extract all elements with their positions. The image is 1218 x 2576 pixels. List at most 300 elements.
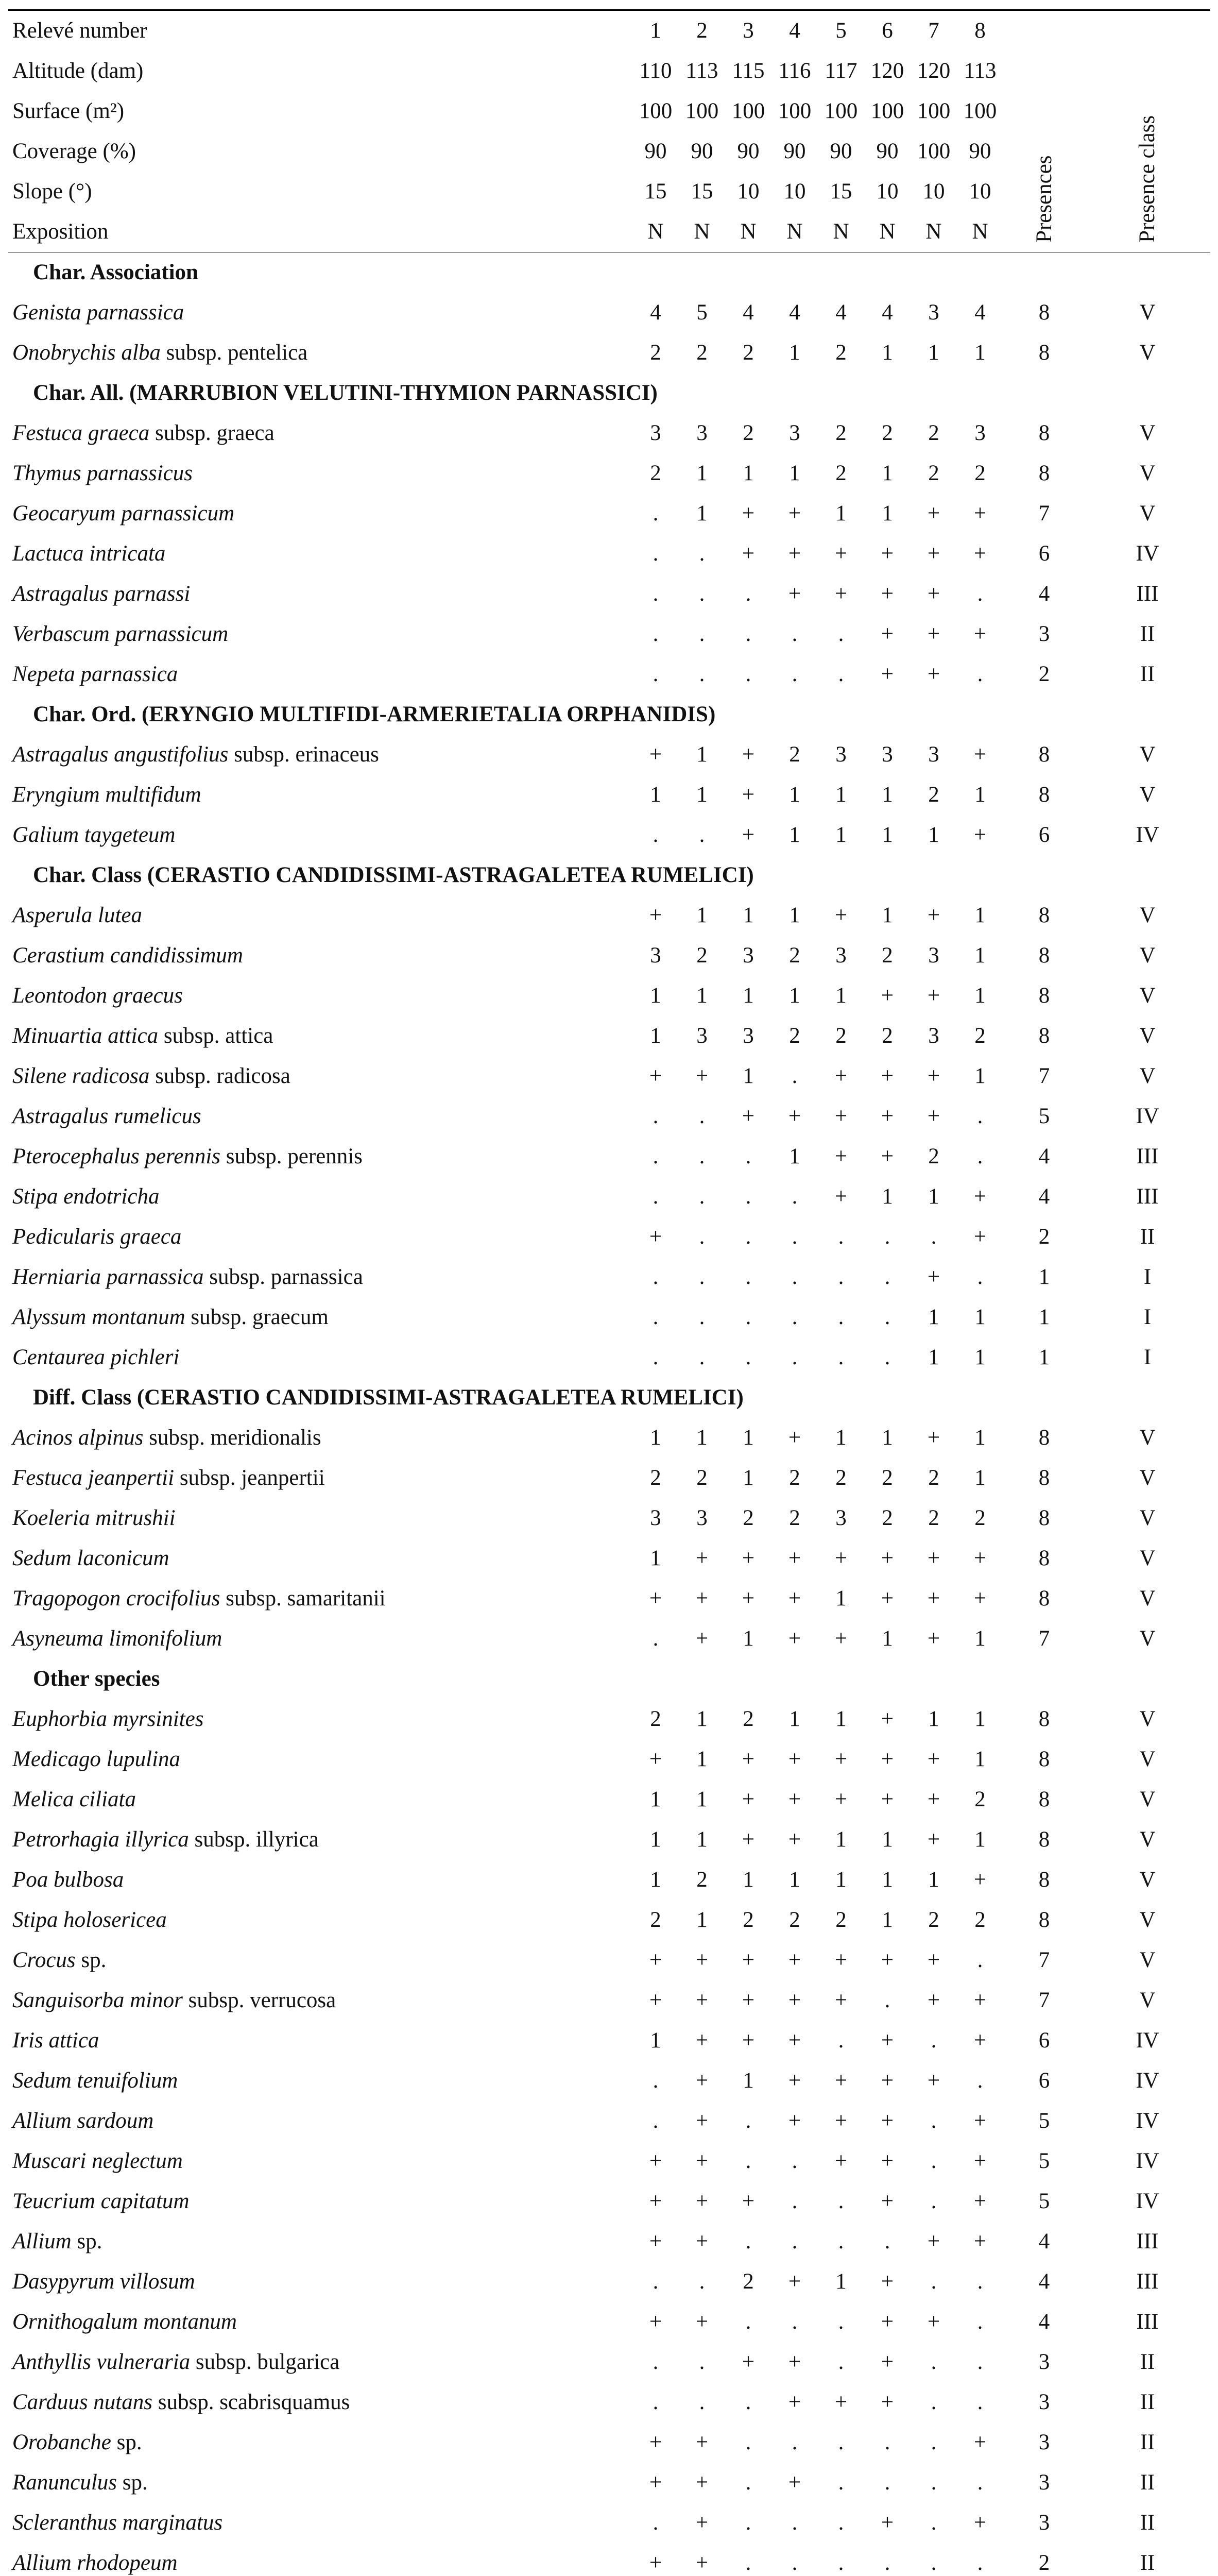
cover-value: + (927, 1104, 940, 1128)
cover-value: + (927, 2310, 940, 2334)
cover-value: . (838, 2350, 844, 2374)
cover-value: . (977, 1948, 983, 1972)
cover-value: + (834, 1948, 848, 1972)
presence-class-value: V (1139, 1988, 1156, 2012)
cover-value: + (788, 501, 801, 526)
species-row (8, 1940, 1210, 1980)
cover-value: 1 (650, 783, 661, 807)
cover-value: + (927, 662, 940, 686)
cover-value: + (649, 2470, 662, 2495)
section-header-row (8, 1659, 1210, 1699)
species-row (8, 2463, 1210, 2503)
cover-value: 2 (835, 421, 847, 445)
cover-value: 1 (789, 1868, 800, 1892)
presences-value: 8 (1038, 1908, 1050, 1932)
presence-class-value: V (1139, 1747, 1156, 1771)
cover-value: 1 (696, 984, 708, 1008)
cover-value: 1 (882, 783, 893, 807)
cover-value: + (649, 2430, 662, 2454)
presences-value: 8 (1038, 421, 1050, 445)
cover-value: 1 (974, 1064, 986, 1088)
cover-value: . (792, 2511, 798, 2535)
cover-value: + (788, 2269, 801, 2294)
species-name: Sedum tenuifolium (12, 2069, 178, 2093)
cover-value: + (973, 2511, 987, 2535)
cover-value: + (834, 1747, 848, 1771)
cover-value: 2 (928, 1506, 939, 1530)
section-title: Diff. Class (CERASTIO CANDIDISSIMI-ASTRAGALETEA RUMELICI) (33, 1385, 744, 1410)
species-row (8, 494, 1210, 534)
species-row (8, 1137, 1210, 1177)
header-value: N (694, 219, 710, 244)
presence-class-value: V (1139, 341, 1156, 365)
cover-value: + (881, 2511, 894, 2535)
cover-value: 1 (789, 461, 800, 485)
presence-class-value: V (1139, 1787, 1156, 1811)
cover-value: 1 (789, 823, 800, 847)
cover-value: + (973, 823, 987, 847)
cover-value: 1 (835, 1707, 847, 1731)
cover-value: + (881, 1747, 894, 1771)
header-value: N (879, 219, 896, 244)
species-row (8, 1699, 1210, 1739)
cover-value: + (881, 541, 894, 566)
cover-value: 2 (743, 421, 754, 445)
species-name: Sanguisorba minor (12, 1988, 183, 2012)
species-name: Astragalus parnassi (12, 582, 191, 606)
cover-value: 1 (696, 1827, 708, 1852)
cover-value: . (653, 1345, 659, 1369)
presences-value: 8 (1038, 1466, 1050, 1490)
cover-value: . (792, 2189, 798, 2213)
cover-value: 1 (696, 742, 708, 767)
presences-value: 8 (1038, 1827, 1050, 1852)
cover-value: 2 (882, 943, 893, 968)
cover-value: . (792, 622, 798, 646)
species-row (8, 2101, 1210, 2141)
cover-value: . (653, 541, 659, 566)
header-value: 110 (639, 59, 672, 83)
presences-value: 8 (1038, 1787, 1050, 1811)
presences-header (1003, 10, 1085, 252)
species-name: Genista parnassica (12, 300, 184, 325)
species-row (8, 453, 1210, 494)
cover-value: 1 (696, 1787, 708, 1811)
header-value: 113 (964, 59, 997, 83)
cover-value: 2 (650, 461, 661, 485)
cover-value: + (973, 742, 987, 767)
cover-value: + (881, 2189, 894, 2213)
cover-value: + (649, 1747, 662, 1771)
cover-value: + (927, 903, 940, 927)
cover-value: + (834, 582, 848, 606)
cover-value: 1 (974, 1827, 986, 1852)
cover-value: + (649, 1988, 662, 2012)
species-suffix: subsp. bulgarica (190, 2350, 340, 2374)
cover-value: + (742, 1787, 755, 1811)
header-row (8, 10, 1210, 52)
cover-value: . (792, 1225, 798, 1249)
cover-value: . (699, 823, 705, 847)
cover-value: + (695, 1948, 709, 1972)
cover-value: . (699, 2350, 705, 2374)
cover-value: + (927, 984, 940, 1008)
cover-value: + (834, 1546, 848, 1570)
cover-value: 1 (974, 903, 986, 927)
header-label: Surface (m²) (12, 99, 125, 123)
presences-value: 4 (1038, 582, 1050, 606)
presences-value: 8 (1038, 903, 1050, 927)
cover-value: + (973, 2028, 987, 2053)
species-suffix: sp. (75, 1948, 107, 1972)
cover-value: 1 (789, 1707, 800, 1731)
species-cell (8, 413, 632, 453)
cover-value: + (788, 541, 801, 566)
cover-value: 1 (882, 1868, 893, 1892)
presences-value: 8 (1038, 300, 1050, 325)
cover-value: . (838, 662, 844, 686)
header-value: 90 (969, 139, 991, 163)
species-row (8, 2422, 1210, 2463)
species-suffix: subsp. erinaceus (228, 742, 379, 767)
cover-value: 2 (835, 1024, 847, 1048)
presence-class-value: V (1139, 461, 1156, 485)
cover-value: + (788, 1104, 801, 1128)
cover-value: + (834, 2149, 848, 2173)
cover-value: 2 (789, 1024, 800, 1048)
cover-value: + (695, 1626, 709, 1651)
species-row (8, 2222, 1210, 2262)
species-row (8, 1739, 1210, 1780)
cover-value: 3 (696, 1506, 708, 1530)
presences-value: 8 (1038, 742, 1050, 767)
cover-value: + (881, 984, 894, 1008)
presence-class-value: III (1136, 582, 1159, 606)
species-suffix: subsp. radicosa (149, 1064, 290, 1088)
cover-value: . (653, 622, 659, 646)
presence-class-value: V (1139, 1586, 1156, 1611)
cover-value: + (973, 1546, 987, 1570)
cover-value: . (699, 1225, 705, 1249)
cover-value: 3 (650, 1506, 661, 1530)
cover-value: + (742, 1827, 755, 1852)
header-value: 100 (639, 99, 673, 123)
species-row (8, 614, 1210, 654)
cover-value: . (653, 2269, 659, 2294)
species-name: Alyssum montanum (12, 1305, 185, 1329)
species-cell (8, 1780, 632, 1820)
species-cell (8, 2543, 632, 2576)
cover-value: + (695, 2189, 709, 2213)
presences-value: 6 (1038, 2028, 1050, 2053)
cover-value: 2 (650, 1466, 661, 1490)
presence-class-value: I (1143, 1265, 1152, 1289)
species-name: Ornithogalum montanum (12, 2310, 237, 2334)
species-row (8, 1177, 1210, 1217)
cover-value: + (788, 1948, 801, 1972)
species-cell (8, 2342, 632, 2382)
cover-value: + (695, 1586, 709, 1611)
cover-value: + (881, 2149, 894, 2173)
cover-value: 4 (650, 300, 661, 325)
species-cell (8, 1177, 632, 1217)
section-title: Other species (33, 1667, 160, 1691)
species-cell (8, 2262, 632, 2302)
species-cell (8, 2463, 632, 2503)
cover-value: + (649, 742, 662, 767)
cover-value: 2 (743, 2269, 754, 2294)
cover-value: 1 (789, 984, 800, 1008)
header-value: 15 (644, 179, 667, 204)
cover-value: + (649, 1064, 662, 1088)
presence-class-header (1085, 10, 1210, 252)
species-cell (8, 976, 632, 1016)
cover-value: 4 (789, 300, 800, 325)
cover-value: . (977, 1104, 983, 1128)
species-name: Pedicularis graeca (12, 1225, 182, 1249)
species-name: Ranunculus (12, 2470, 117, 2495)
presences-value: 2 (1038, 2551, 1050, 2575)
header-value: N (833, 219, 849, 244)
cover-value: . (884, 1345, 890, 1369)
header-value: 100 (963, 99, 997, 123)
cover-value: . (977, 2350, 983, 2374)
cover-value: . (931, 2551, 937, 2575)
species-row (8, 413, 1210, 453)
cover-value: 1 (928, 823, 939, 847)
species-name: Acinos alpinus (12, 1426, 144, 1450)
presence-class-value: II (1140, 2551, 1155, 2575)
species-cell (8, 1900, 632, 1940)
section-header-row (8, 373, 1210, 413)
species-suffix: subsp. illyrica (188, 1827, 319, 1852)
presences-value: 3 (1038, 2470, 1050, 2495)
cover-value: 1 (696, 783, 708, 807)
cover-value: 2 (928, 783, 939, 807)
species-row (8, 293, 1210, 333)
cover-value: 1 (835, 501, 847, 526)
cover-value: + (742, 2350, 755, 2374)
species-row (8, 333, 1210, 373)
cover-value: 1 (882, 1184, 893, 1209)
section-title: Char. Association (8, 252, 1210, 293)
cover-value: . (745, 1305, 751, 1329)
species-row (8, 815, 1210, 855)
cover-value: . (792, 1305, 798, 1329)
header-label: Coverage (%) (12, 139, 136, 163)
cover-value: 2 (974, 1506, 986, 1530)
cover-value: 1 (928, 1305, 939, 1329)
presence-class-value: I (1143, 1305, 1152, 1329)
presence-class-value: III (1136, 2310, 1159, 2334)
cover-value: 1 (928, 1707, 939, 1731)
species-cell (8, 1297, 632, 1337)
cover-value: + (973, 2109, 987, 2133)
presences-value: 3 (1038, 2350, 1050, 2374)
cover-value: 2 (928, 1144, 939, 1168)
species-name: Melica ciliata (12, 1787, 136, 1811)
species-row (8, 1257, 1210, 1297)
cover-value: 2 (974, 1908, 986, 1932)
cover-value: 1 (835, 783, 847, 807)
cover-value: . (653, 2109, 659, 2133)
cover-value: 1 (650, 1787, 661, 1811)
species-cell (8, 614, 632, 654)
species-name: Onobrychis alba (12, 341, 161, 365)
section-title: Char. All. (MARRUBION VELUTINI-THYMION PARNASSICI) (33, 381, 658, 405)
header-label: Relevé number (8, 10, 632, 52)
species-row (8, 1780, 1210, 1820)
cover-value: + (695, 2069, 709, 2093)
presences-value: 8 (1038, 984, 1050, 1008)
cover-value: . (792, 2149, 798, 2173)
presence-class-value: V (1139, 1024, 1156, 1048)
header-value: 8 (957, 10, 1003, 52)
cover-value: + (973, 1586, 987, 1611)
species-row (8, 2543, 1210, 2576)
cover-value: . (884, 1305, 890, 1329)
species-row (8, 1458, 1210, 1498)
species-row (8, 2503, 1210, 2543)
cover-value: + (742, 1988, 755, 2012)
cover-value: 3 (789, 421, 800, 445)
cover-value: + (881, 2109, 894, 2133)
presence-class-value: III (1136, 2229, 1159, 2253)
cover-value: . (745, 2390, 751, 2414)
cover-value: 2 (789, 1506, 800, 1530)
presences-value: 1 (1038, 1345, 1050, 1369)
cover-value: + (695, 2430, 709, 2454)
presence-class-value: II (1140, 2511, 1155, 2535)
cover-value: . (977, 1265, 983, 1289)
cover-value: 1 (928, 1868, 939, 1892)
cover-value: . (977, 2269, 983, 2294)
cover-value: + (742, 541, 755, 566)
species-cell (8, 2382, 632, 2422)
header-value: 10 (783, 179, 806, 204)
species-cell (8, 2503, 632, 2543)
cover-value: 1 (882, 903, 893, 927)
cover-value: . (653, 1265, 659, 1289)
header-value: 90 (830, 139, 852, 163)
species-name: Pterocephalus perennis (12, 1144, 221, 1168)
presence-class-value: I (1143, 1345, 1152, 1369)
section-title: Char. Ord. (ERYNGIO MULTIFIDI-ARMERIETALIA ORPHANIDIS) (33, 702, 716, 726)
cover-value: + (788, 1626, 801, 1651)
cover-value: . (977, 2470, 983, 2495)
header-label: Slope (°) (12, 179, 92, 204)
cover-value: . (653, 2069, 659, 2093)
cover-value: . (931, 2189, 937, 2213)
presences-value: 7 (1038, 1626, 1050, 1651)
species-suffix: sp. (71, 2229, 102, 2253)
species-cell (8, 2222, 632, 2262)
presence-class-value: IV (1136, 823, 1159, 847)
cover-value: . (931, 2350, 937, 2374)
cover-value: . (745, 1144, 751, 1168)
section-header-row (8, 252, 1210, 293)
cover-value: . (792, 2310, 798, 2334)
presences-value: 2 (1038, 662, 1050, 686)
presences-value: 3 (1038, 2511, 1050, 2535)
species-name: Leontodon graecus (12, 984, 183, 1008)
cover-value: + (742, 2189, 755, 2213)
species-name: Cerastium candidissimum (12, 943, 243, 968)
cover-value: 4 (974, 300, 986, 325)
species-name: Petrorhagia illyrica (12, 1827, 189, 1852)
presence-class-value: V (1139, 742, 1156, 767)
species-name: Asperula lutea (12, 903, 142, 927)
cover-value: . (884, 2430, 890, 2454)
cover-value: 2 (696, 1466, 708, 1490)
cover-value: . (838, 2430, 844, 2454)
header-value: 100 (917, 139, 951, 163)
presences-value: 4 (1038, 1184, 1050, 1209)
header-value: 4 (771, 10, 818, 52)
species-cell (8, 1820, 632, 1860)
cover-value: + (788, 2470, 801, 2495)
header-value: 1 (632, 10, 679, 52)
presence-class-value: II (1140, 2430, 1155, 2454)
cover-value: + (742, 1546, 755, 1570)
cover-value: 2 (696, 1868, 708, 1892)
species-cell (8, 1619, 632, 1659)
species-name: Eryngium multifidum (12, 783, 201, 807)
cover-value: + (788, 582, 801, 606)
species-row (8, 1337, 1210, 1378)
cover-value: + (649, 903, 662, 927)
cover-value: + (881, 2350, 894, 2374)
cover-value: . (884, 1988, 890, 2012)
cover-value: 1 (650, 1024, 661, 1048)
cover-value: . (884, 2551, 890, 2575)
cover-value: 2 (928, 461, 939, 485)
species-cell (8, 1217, 632, 1257)
cover-value: . (699, 1305, 705, 1329)
cover-value: 1 (650, 1426, 661, 1450)
species-row (8, 936, 1210, 976)
species-name: Allium rhodopeum (12, 2551, 178, 2575)
cover-value: . (838, 1345, 844, 1369)
species-cell (8, 453, 632, 494)
presences-value: 6 (1038, 541, 1050, 566)
releve-table (8, 9, 1210, 2576)
cover-value: + (973, 2149, 987, 2173)
header-value: 10 (737, 179, 760, 204)
cover-value: + (695, 1546, 709, 1570)
cover-value: 1 (974, 1305, 986, 1329)
species-name: Carduus nutans (12, 2390, 152, 2414)
cover-value: + (834, 541, 848, 566)
cover-value: + (742, 2028, 755, 2053)
cover-value: + (834, 2390, 848, 2414)
cover-value: . (931, 2511, 937, 2535)
cover-value: 1 (882, 461, 893, 485)
cover-value: . (977, 2551, 983, 2575)
presences-value: 2 (1038, 1225, 1050, 1249)
species-name: Euphorbia myrsinites (12, 1707, 204, 1731)
species-suffix: sp. (111, 2430, 142, 2454)
cover-value: + (973, 1225, 987, 1249)
species-cell (8, 1739, 632, 1780)
cover-value: + (788, 2109, 801, 2133)
cover-value: + (788, 1787, 801, 1811)
cover-value: . (699, 1345, 705, 1369)
cover-value: + (881, 2069, 894, 2093)
cover-value: 1 (974, 1345, 986, 1369)
cover-value: + (649, 1948, 662, 1972)
species-name: Minuartia attica (12, 1024, 159, 1048)
